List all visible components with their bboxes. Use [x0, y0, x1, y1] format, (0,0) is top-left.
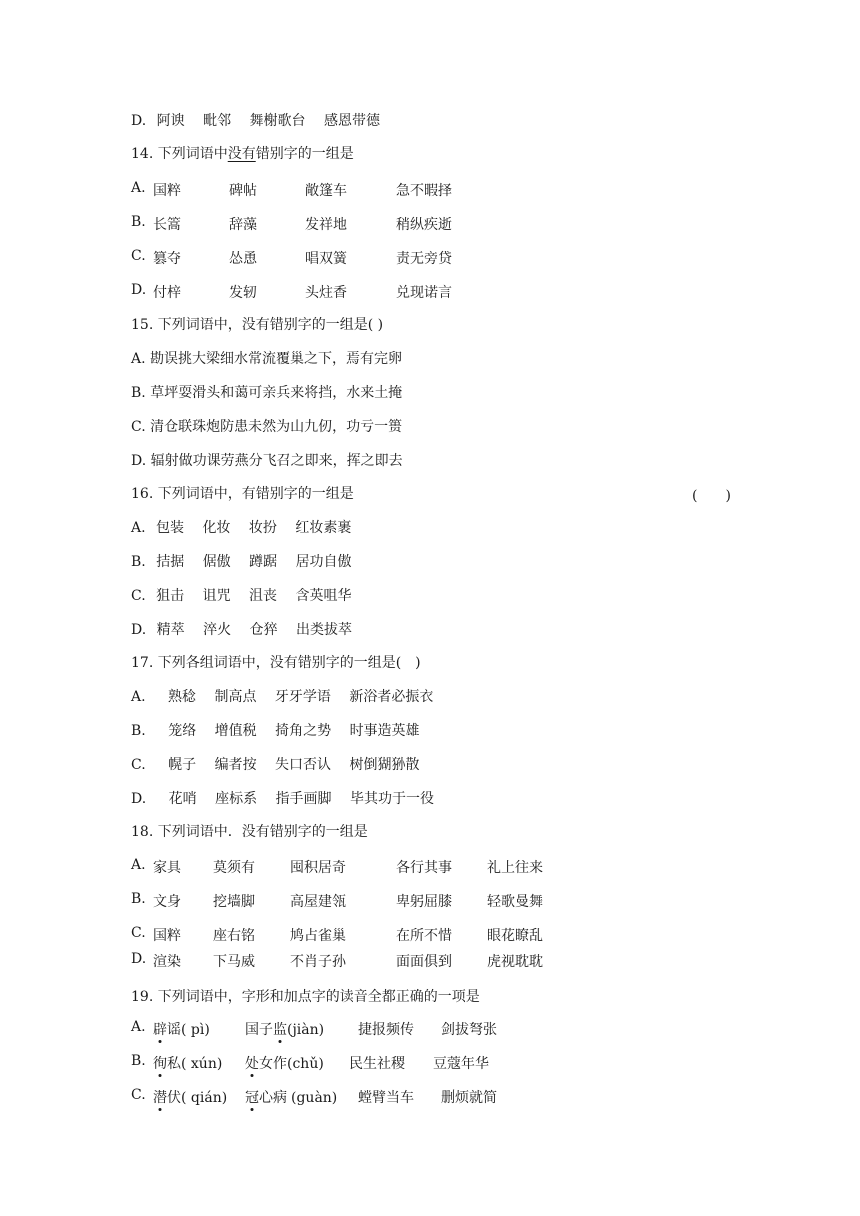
option-word: 下马威: [213, 954, 255, 970]
q13-option-d: [131, 112, 380, 130]
q17-option-d: [131, 790, 434, 808]
option-word: 含英咀华: [295, 588, 352, 604]
option-word: 沮丧: [249, 588, 278, 604]
option-word: 编者按: [214, 757, 257, 773]
option-word: 包装: [156, 520, 185, 536]
option-word: 责无旁贷: [396, 251, 452, 267]
option-word: 付梓: [153, 285, 181, 301]
option-word: 卑躬屈膝: [396, 894, 452, 910]
option-label: B.: [131, 554, 146, 570]
word-rest: 国子: [245, 1022, 273, 1038]
option-label: B.: [131, 723, 146, 739]
option-word: 幌子: [168, 757, 197, 773]
option-word: 阿谀: [156, 113, 185, 129]
option-label: D.: [131, 951, 147, 967]
option-word: 花哨: [168, 791, 197, 807]
option-word: 树倒猢狲散: [349, 757, 420, 773]
option-label: C.: [131, 248, 146, 264]
option-word: 时事造英雄: [349, 723, 420, 739]
option-word: 兑现诺言: [396, 285, 452, 301]
dotted-char: 处: [245, 1053, 259, 1073]
q15-stem: 15. 下列词语中，没有错别字的一组是( ): [131, 317, 384, 333]
option-word: 各行其事: [396, 860, 452, 876]
pinyin: (chǔ): [287, 1056, 324, 1072]
option-label: B.: [131, 891, 146, 907]
q17-option-b: [131, 722, 420, 740]
option-word: 熟稔: [168, 689, 197, 705]
option-word: 精萃: [156, 622, 185, 638]
option-word: [153, 1087, 227, 1107]
option-word: 指手画脚: [275, 791, 332, 807]
dotted-char: 监: [273, 1019, 287, 1039]
q17-option-a: [131, 688, 433, 706]
pinyin: (guàn): [291, 1090, 338, 1106]
option-word: 牙牙学语: [274, 689, 331, 705]
option-word: 出类拔萃: [296, 622, 352, 638]
option-word: 诅咒: [202, 588, 231, 604]
emphasized-text: 没有: [227, 146, 256, 162]
option-word: 莫须有: [213, 860, 255, 876]
option-word: 掎角之势: [275, 723, 332, 739]
option-word: 制高点: [214, 689, 257, 705]
q17-option-c: [131, 756, 419, 774]
option-word: 剑拔弩张: [441, 1022, 497, 1038]
option-word: 新浴者必振衣: [349, 689, 434, 705]
option-word: 删烦就简: [441, 1090, 497, 1106]
option-word: 稍纵疾逝: [396, 217, 452, 233]
option-word: 民生社稷: [349, 1056, 405, 1072]
option-word: 毗邻: [203, 113, 232, 129]
option-word: 国粹: [153, 928, 181, 944]
option-word: 敞篷车: [305, 183, 347, 199]
option-label: A.: [131, 180, 146, 196]
word-rest: 女作: [259, 1056, 287, 1072]
pinyin: ( xún): [181, 1056, 223, 1072]
option-word: 辞藻: [229, 217, 257, 233]
option-word: 鸠占雀巢: [290, 928, 346, 944]
option-label: D.: [131, 113, 147, 129]
option-word: 舞榭歌台: [249, 113, 306, 129]
option-label: B.: [131, 214, 146, 230]
q15-option-c: C. 清仓联珠炮防患未然为山九仞，功亏一篑: [131, 419, 403, 435]
q15-option-a: A. 勘误挑大梁细水常流覆巢之下，焉有完卵: [131, 351, 403, 367]
option-word: 笼络: [168, 723, 197, 739]
pinyin: ( qián): [181, 1090, 228, 1106]
option-word: 增值税: [214, 723, 257, 739]
option-word: 座右铭: [213, 928, 255, 944]
q15-option-b: B. 草坪耍滑头和蔼可亲兵来将挡，水来土掩: [131, 385, 403, 401]
q16-option-b: [131, 553, 352, 571]
option-label: A.: [131, 1019, 146, 1035]
option-label: D.: [131, 622, 147, 638]
dotted-char: 徇: [153, 1053, 167, 1073]
option-word: 高屋建瓴: [290, 894, 346, 910]
option-word: 豆蔻年华: [433, 1056, 489, 1072]
option-word: [245, 1019, 324, 1039]
option-label: B.: [131, 1053, 146, 1069]
option-word: 囤积居奇: [290, 860, 346, 876]
option-word: [153, 1019, 210, 1039]
option-word: 感恩带德: [324, 113, 380, 129]
option-word: 眼花瞭乱: [487, 928, 543, 944]
option-word: 红妆素裹: [295, 520, 352, 536]
dotted-char: 冠: [245, 1087, 259, 1107]
option-word: 螳臂当车: [358, 1090, 414, 1106]
option-word: 国粹: [153, 183, 181, 199]
option-word: 居功自傲: [295, 554, 352, 570]
option-word: 礼上往来: [487, 860, 543, 876]
option-word: [245, 1053, 324, 1073]
word-rest: 谣: [167, 1022, 181, 1038]
stem-text: 错别字的一组是: [255, 146, 354, 162]
option-word: 淬火: [203, 622, 232, 638]
q17-stem: 17. 下列各组词语中，没有错别字的一组是( ): [131, 655, 421, 671]
option-word: 失口否认: [275, 757, 332, 773]
option-word: 渲染: [153, 954, 181, 970]
option-word: 仓猝: [249, 622, 278, 638]
q16-stem: 16. 下列词语中，有错别字的一组是: [131, 486, 354, 502]
option-word: 碑帖: [229, 183, 257, 199]
option-word: 急不暇择: [396, 183, 452, 199]
option-label: A.: [131, 857, 146, 873]
q16-option-c: [131, 587, 351, 605]
option-word: 家具: [153, 860, 181, 876]
option-word: 挖墙脚: [213, 894, 255, 910]
pinyin: ( pì): [181, 1022, 210, 1038]
option-word: 怂恿: [229, 251, 257, 267]
word-rest: 伏: [167, 1090, 181, 1106]
option-label: A.: [131, 520, 146, 536]
option-word: 文身: [153, 894, 181, 910]
option-label: C.: [131, 588, 146, 604]
option-word: 唱双簧: [305, 251, 347, 267]
stem-text: 下列词语中: [157, 146, 228, 162]
q16-option-d: [131, 621, 352, 639]
option-word: 面面俱到: [396, 954, 452, 970]
option-word: 捷报频传: [358, 1022, 414, 1038]
q19-stem: 19. 下列词语中，字形和加点字的读音全都正确的一项是: [131, 989, 480, 1005]
q16-option-a: [131, 519, 351, 537]
option-word: 倨傲: [202, 554, 231, 570]
option-word: 蹲踞: [249, 554, 278, 570]
option-word: 妆扮: [248, 520, 277, 536]
option-word: 发祥地: [305, 217, 347, 233]
question-number: 14.: [131, 146, 154, 162]
q18-stem: 18. 下列词语中．没有错别字的一组是: [131, 824, 368, 840]
word-rest: 心病: [259, 1090, 287, 1106]
option-word: 不肖子孙: [290, 954, 346, 970]
option-label: D.: [131, 282, 147, 298]
option-word: 狙击: [156, 588, 185, 604]
option-label: C.: [131, 925, 146, 941]
option-label: C.: [131, 757, 146, 773]
option-word: [245, 1087, 337, 1107]
option-label: A.: [131, 689, 146, 705]
option-label: D.: [131, 791, 147, 807]
dotted-char: 潜: [153, 1087, 167, 1107]
pinyin: (jiàn): [287, 1022, 325, 1038]
dotted-char: 辟: [153, 1019, 167, 1039]
option-word: [153, 1053, 222, 1073]
option-word: 化妆: [202, 520, 231, 536]
option-word: 虎视耽耽: [487, 954, 543, 970]
option-word: 轻歌曼舞: [487, 894, 543, 910]
option-word: 长篙: [153, 217, 181, 233]
q15-option-d: D. 辐射做功课劳燕分飞召之即来，挥之即去: [131, 453, 403, 469]
option-word: 头炷香: [305, 285, 347, 301]
q14-stem: [131, 145, 354, 163]
answer-blank: ( ): [692, 488, 731, 504]
option-word: 毕其功于一役: [350, 791, 434, 807]
option-word: 拮据: [156, 554, 185, 570]
option-label: C.: [131, 1087, 146, 1103]
option-word: 在所不惜: [396, 928, 452, 944]
option-word: 座标系: [215, 791, 258, 807]
option-word: 篡夺: [153, 251, 181, 267]
option-word: 发轫: [229, 285, 257, 301]
word-rest: 私: [167, 1056, 181, 1072]
